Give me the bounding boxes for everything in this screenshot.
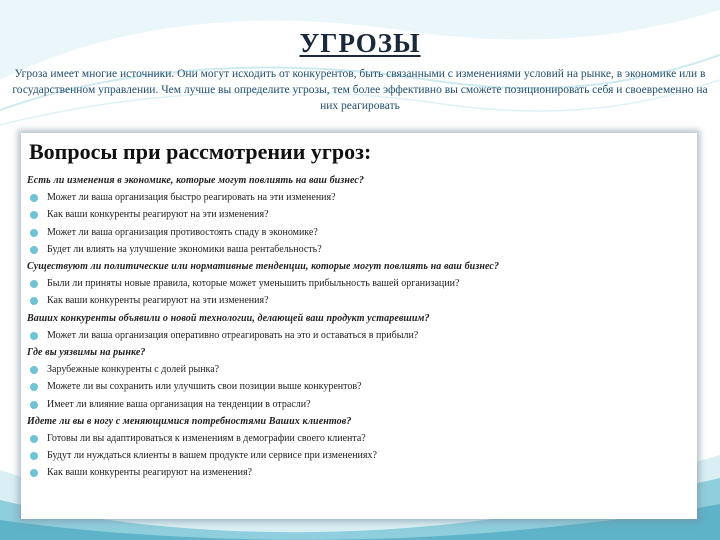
bullet-dot-icon — [30, 280, 38, 288]
list-item: Может ли ваша организация противостоять спаду в экономике? — [27, 224, 692, 241]
list-item: Как ваши конкуренты реагируют на изменения? — [27, 464, 692, 481]
list-item: Может ли ваша организация оперативно отреагировать на это и оставаться в прибыли? — [27, 327, 692, 344]
bullet-dot-icon — [30, 435, 38, 443]
questions-content — [27, 172, 692, 482]
list-item: Готовы ли вы адаптироваться к изменениям в демографии своего клиента? — [27, 430, 692, 447]
list-item: Будут ли нуждаться клиенты в вашем продукте или сервисе при изменениях? — [27, 447, 692, 464]
list-item: Может ли ваша организация быстро реагировать на эти изменения? — [27, 189, 692, 206]
question-heading: Есть ли изменения в экономике, которые могут повлиять на ваш бизнес? — [27, 175, 365, 186]
page-title: УГРОЗЫ — [299, 28, 421, 58]
list-item: Можете ли вы сохранить или улучшить свои позиции выше конкурентов? — [27, 378, 692, 395]
bullet-dot-icon — [30, 297, 38, 305]
bullet-dot-icon — [30, 332, 38, 340]
panel-heading: Вопросы при рассмотрении угроз: — [29, 139, 372, 164]
intro-text: Угроза имеет многие источники. Они могут исходить от конкурентов, быть связанными с изменениями условий на рынке, в экономике или в государственном управлении. Чем лучше вы определите угрозы, тем более эффективно вы сможете позиционировать себя и своевременно на них реагировать — [12, 68, 708, 112]
list-item: Будет ли влиять на улучшение экономики ваша рентабельность? — [27, 241, 692, 258]
bullet-dot-icon — [30, 401, 38, 409]
list-item: Были ли приняты новые правила, которые может уменьшить прибыльность вашей организации? — [27, 275, 692, 292]
bullet-dot-icon — [30, 383, 38, 391]
bullet-dot-icon — [30, 229, 38, 237]
list-item: Зарубежные конкуренты с долей рынка? — [27, 361, 692, 378]
question-heading: Идете ли вы в ногу с меняющимися потребностями Ваших клиентов? — [27, 415, 352, 427]
bullet-dot-icon — [30, 366, 38, 374]
list-item: Имеет ли влияние ваша организация на тенденции в отрасли? — [27, 396, 692, 413]
question-heading: Ваших конкуренты объявили о новой технологии, делающей ваш продукт устаревшим? — [27, 312, 430, 324]
bullet-dot-icon — [30, 452, 38, 460]
bullet-dot-icon — [30, 246, 38, 254]
bullet-dot-icon — [30, 211, 38, 219]
bullet-dot-icon — [30, 469, 38, 477]
questions-panel — [21, 133, 697, 519]
bullet-dot-icon — [30, 194, 38, 202]
question-heading: Существуют ли политические или нормативные тенденции, которые могут повлиять на ваш бизнес? — [27, 261, 500, 273]
question-heading: Где вы уязвимы на рынке? — [27, 347, 146, 359]
list-item: Как ваши конкуренты реагируют на эти изменения? — [27, 206, 692, 223]
list-item: Как ваши конкуренты реагируют на эти изменения? — [27, 292, 692, 309]
